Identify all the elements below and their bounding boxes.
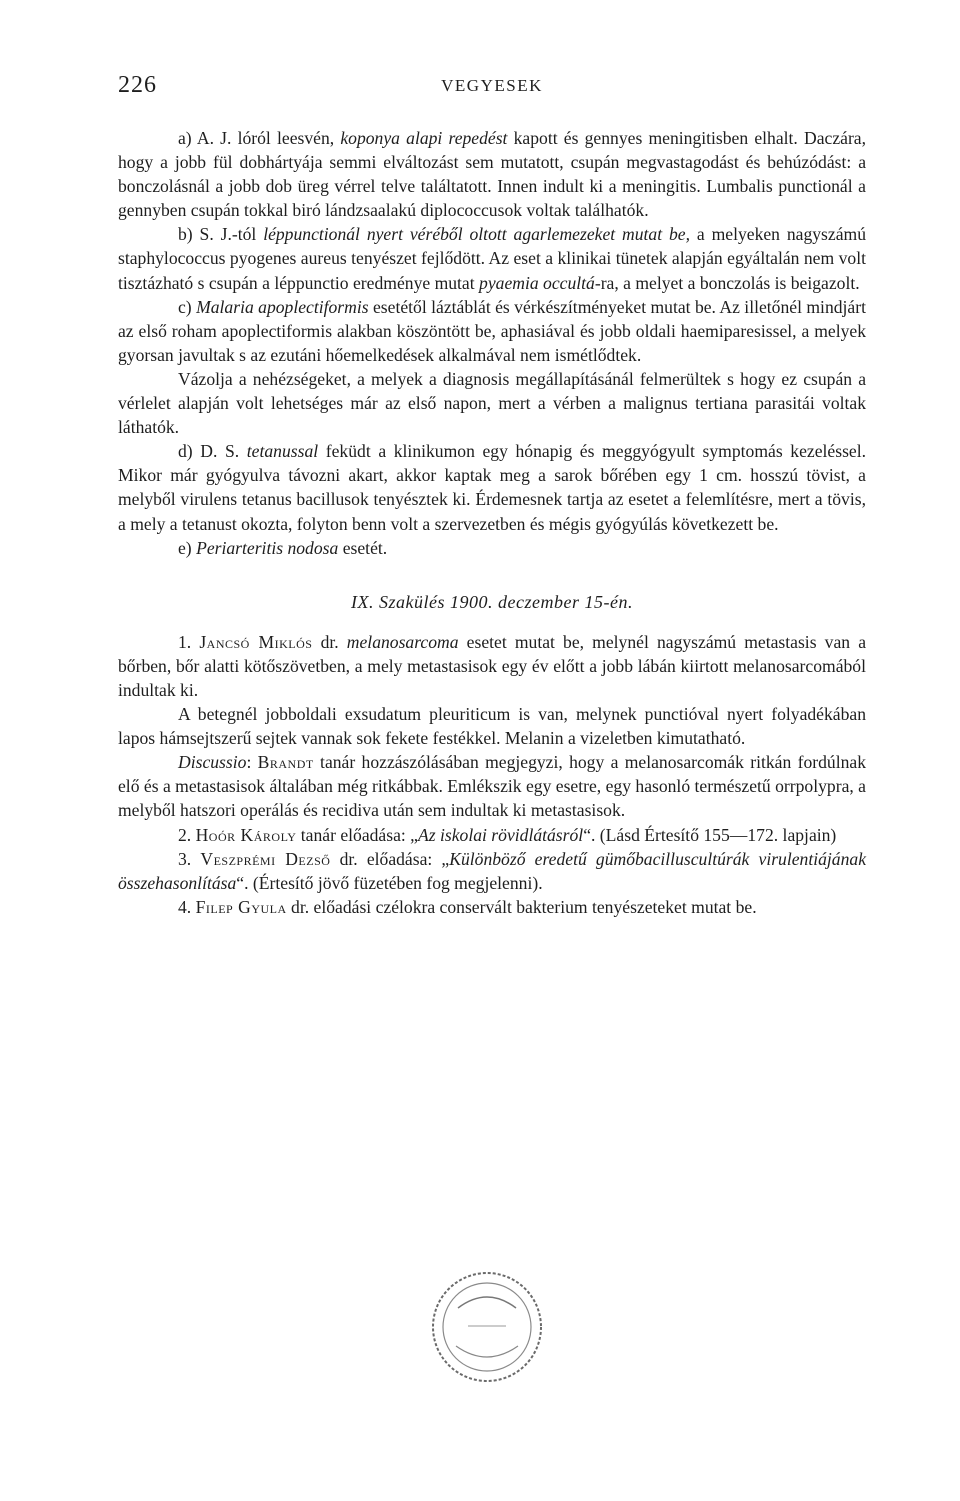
italic-run: Periarteritis nodosa xyxy=(196,537,339,558)
paragraph xyxy=(118,367,866,439)
paragraph xyxy=(118,823,866,847)
section-heading: IX. Szakülés 1900. deczember 15-én. xyxy=(351,591,633,612)
page-header xyxy=(118,72,866,102)
author-name: Hoór Károly xyxy=(195,824,297,845)
text-run: dr. előadása: „ xyxy=(330,848,450,869)
italic-run: melanosarcoma xyxy=(346,631,459,652)
text-run: feküdt a klinikumon egy hónapig és meggyógyult symptomás kezeléssel. Mikor már gyógyulva távozni akart, akkor kaptak meg a sarok bőrében egy 1 cm. hosszú tövist, a melyből virulens tetanus bacillusok tenyésztek ki. Érdemesnek tartja az esetet a felemlítésre, mert a tövis, a mely a tetanust okozta, folyton benn volt a szervezetben és mégis gyógyúlás következett be. xyxy=(118,441,867,534)
text-run: e) xyxy=(178,537,197,558)
italic-run: Különböző eredetű gümőbacilluscultúrák virulentiájának összehasonlítása xyxy=(118,848,867,893)
italic-run: Malaria apoplectiformis xyxy=(196,296,369,317)
text-run: “. (Értesítő jövő füzetében fog megjelenni). xyxy=(236,872,543,893)
text-run: 4. xyxy=(178,896,196,917)
author-name: Brandt xyxy=(257,752,314,773)
text-run: “. (Lásd Értesítő 155—172. lapjain) xyxy=(583,824,837,845)
text-run: esetétől láztáblát és vérkészítményeket mutat be. Az illetőnél mindjárt az első roham apoplectiformis alakban köszöntött be, aphasiával és jobb oldali haemiparesissel, a melyek gyorsan javultak s az ezutáni hőemelkedések alkalmával nem ismétlődtek. xyxy=(118,296,866,365)
text-run: 2. xyxy=(178,824,196,845)
paragraph xyxy=(118,702,866,750)
text-run: c) xyxy=(178,296,197,317)
text-run: tanár hozzászólásában megjegyzi, hogy a melanosarcomák ritkán fordúlnak elő és a metastasisok általában még ritkábbak. Emlékszik egy esetre, egy hasonló természetű orrpolypra, a melyből hatszori operálás és recidiva után sem indultak ki metastasisok. xyxy=(118,752,866,821)
text-run: 3. xyxy=(178,848,201,869)
text-run: 1. xyxy=(178,631,200,652)
text-run: : xyxy=(246,752,258,773)
running-title: VEGYESEK xyxy=(441,76,543,95)
text-run: Vázolja a nehézségeket, a melyek a diagnosis megállapításánál felmerültek s hogy ez csupán a vérlelet alapján volt lehetséges már az első napon, mert a vérben a malignus tertiana parasitái voltak láthatók. xyxy=(118,368,866,438)
stamp-seal-icon xyxy=(428,1268,546,1386)
text-run: b) S. J.-tól xyxy=(178,224,264,245)
author-name: Jancsó Miklós xyxy=(199,631,313,652)
author-name: Veszprémi Dezső xyxy=(200,848,331,869)
text-run: esetét. xyxy=(338,537,388,558)
paragraph xyxy=(118,847,866,895)
text-run: dr. xyxy=(312,631,347,652)
text-run: a melyeken nagyszámú staphylococcus pyogenes aureus tenyészet fejlődött. Az eset a klinikai tünetek alapján egyáltalán nem volt tisztázható s csupán a léppunctio eredménye mutat xyxy=(118,224,867,293)
page-number: 226 xyxy=(118,72,157,98)
italic-run: koponya alapi repedést xyxy=(340,128,508,148)
text-run: d) D. S. xyxy=(178,441,247,462)
text-run: a) A. J. lóról leesvén, xyxy=(178,128,341,148)
italic-run: tetanussal xyxy=(246,441,319,462)
text-run: kapott és gennyes meningitisben elhalt. Daczára, hogy a jobb fül dobhártyája semmi elváltozást sem mutatott, csupán megvastagodást és behúzódást: a bonczolásnál a jobb dob üreg vérrel telve találtatott. Innen indult ki a meningitis. Lumbalis punctionál a gennyben csupán tokkal biró lándzsaalakú diplococcusok voltak találhatók. xyxy=(118,128,867,221)
body-text xyxy=(118,126,866,919)
paragraph xyxy=(118,536,866,560)
paragraph xyxy=(118,439,866,535)
italic-run: Discussio xyxy=(178,752,247,773)
paragraph xyxy=(118,295,866,367)
text-run: dr. előadási czélokra conservált bakterium tenyészeteket mutat be. xyxy=(286,896,757,917)
italic-run: pyaemia occultá xyxy=(479,272,595,293)
text-run: -ra, a melyet a bonczolás is beigazolt. xyxy=(594,272,860,293)
author-name: Filep Gyula xyxy=(195,896,287,917)
italic-run: léppunctionál nyert véréből oltott agarlemezeket mutat be, xyxy=(263,224,690,245)
text-run: A betegnél jobboldali exsudatum pleuriticum is van, melynek punctióval nyert folyadékában lapos hámsejtszerű sejtek vannak sok fekete festékkel. Melanin a vizeletben kimutatható. xyxy=(118,704,866,749)
paragraph xyxy=(118,126,866,222)
paragraph xyxy=(118,630,866,702)
library-stamp xyxy=(428,1268,546,1386)
text-run: esetet mutat be, melynél nagyszámú metastasis van a bőrben, bőr alatti kötőszövetben, a mely metastasisok egy év előtt a jobb lábán kiirtott melanosarcomából indultak ki. xyxy=(118,631,867,700)
paragraph xyxy=(118,222,866,294)
text-run: tanár előadása: „ xyxy=(296,824,418,845)
paragraph xyxy=(118,895,866,919)
italic-run: Az iskolai rövidlátásról xyxy=(418,824,584,845)
paragraph xyxy=(118,750,866,822)
